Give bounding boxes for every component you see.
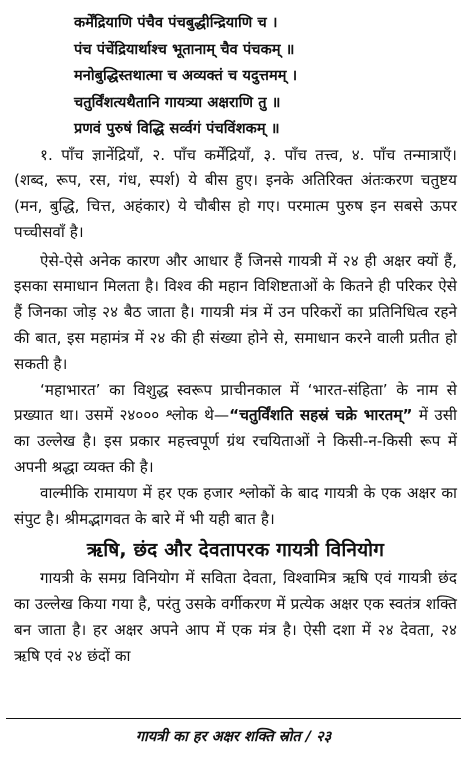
paragraph-mahabharat [14,378,457,481]
verse-line-2: पंच पंचेंद्रियार्थाश्च भूतानाम् चैव पंचकम् ॥ [74,41,295,58]
mahabharat-text-after: में उसी का उल्लेख है। इस प्रकार महत्त्वपूर्ण ग्रंथ रचयिताओं ने किसी-न-किसी रूप में अपनी श्रद्धा व्यक्त की है। [14,406,458,477]
paragraph-viniyog: गायत्री के समग्र विनियोग में सविता देवता, विश्वामित्र ऋषि एवं गायत्री छंद का उल्लेख किया गया है, परंतु उसके वर्गीकरण में प्रत्येक अक्षर एक स्वतंत्र शक्ति बन जाता है। हर अक्षर अपने आप में एक मंत्र है। ऐसी दशा में २४ देवता, २४ ऋषि एवं २४ छंदों का [14,569,457,665]
sanskrit-verse [14,0,457,143]
paragraph-tattva-list: १. पाँच ज्ञानेंद्रियाँ, २. पाँच कर्मेंद्रियाँ, ३. पाँच तत्त्व, ४. पाँच तन्मात्राएँ। (शब्द, रूप, रस, गंध, स्पर्श) ये बीस हुए। इनके अतिरिक्त अंतःकरण चतुष्टय (मन, बुद्धि, चित्त, अहंकार) ये चौबीस हो गए। परमात्म पुरुष इन सबसे ऊपर पच्चीसवाँ है। [14,145,457,241]
paragraph-ramayan: वाल्मीकि रामायण में हर एक हजार श्लोकों के बाद गायत्री के एक अक्षर का संपुट है। श्रीमद्भागवत के बारे में भी यही बात है। [14,483,457,528]
section-heading: ऋषि, छंद और देवतापरक गायत्री विनियोग [86,539,385,562]
verse-line-1: कर्मेंद्रियाणि पंचैव पंचबुद्धीन्द्रियाणि च । [74,15,278,31]
verse-line-4: चतुर्विंशत्यथैतानि गायत्र्या अक्षराणि तु ॥ [74,94,281,111]
paragraph-reasons: ऐसे-ऐसे अनेक कारण और आधार हैं जिनसे गायत्री में २४ ही अक्षर क्यों हैं, इसका समाधान मिलता है। विश्व की महान विशिष्टताओं के कितने ही परिकर ऐसे हैं जिनका जोड़ २४ बैठ जाता है। गायत्री मंत्र में उन परिकरों का प्रतिनिधित्व रहने की बात, इस महामंत्र में २४ की ही संख्या होने से, समाधान करने वाली प्रतीत हो सकती है। [14,251,457,373]
page-footer: गायत्री का हर अक्षर शक्ति स्रोत / २३ [6,718,461,746]
verse-line-3: मनोबुद्धिस्तथात्मा च अव्यक्तं च यदुत्तमम् । [74,68,298,84]
mahabharat-text-before: ‘महाभारत’ का विशुद्ध स्वरूप प्राचीनकाल में ‘भारत-संहिता’ के नाम से प्रख्यात था। उसमें २४००० श्लोक थे— [14,380,457,425]
mahabharat-quote: “चतुर्विंशति सहस्रं चक्रे भारतम्” [229,406,413,425]
verse-line-5: प्रणवं पुरुषं विद्धि सर्व्वगं पंचविंशकम् ॥ [74,121,280,137]
